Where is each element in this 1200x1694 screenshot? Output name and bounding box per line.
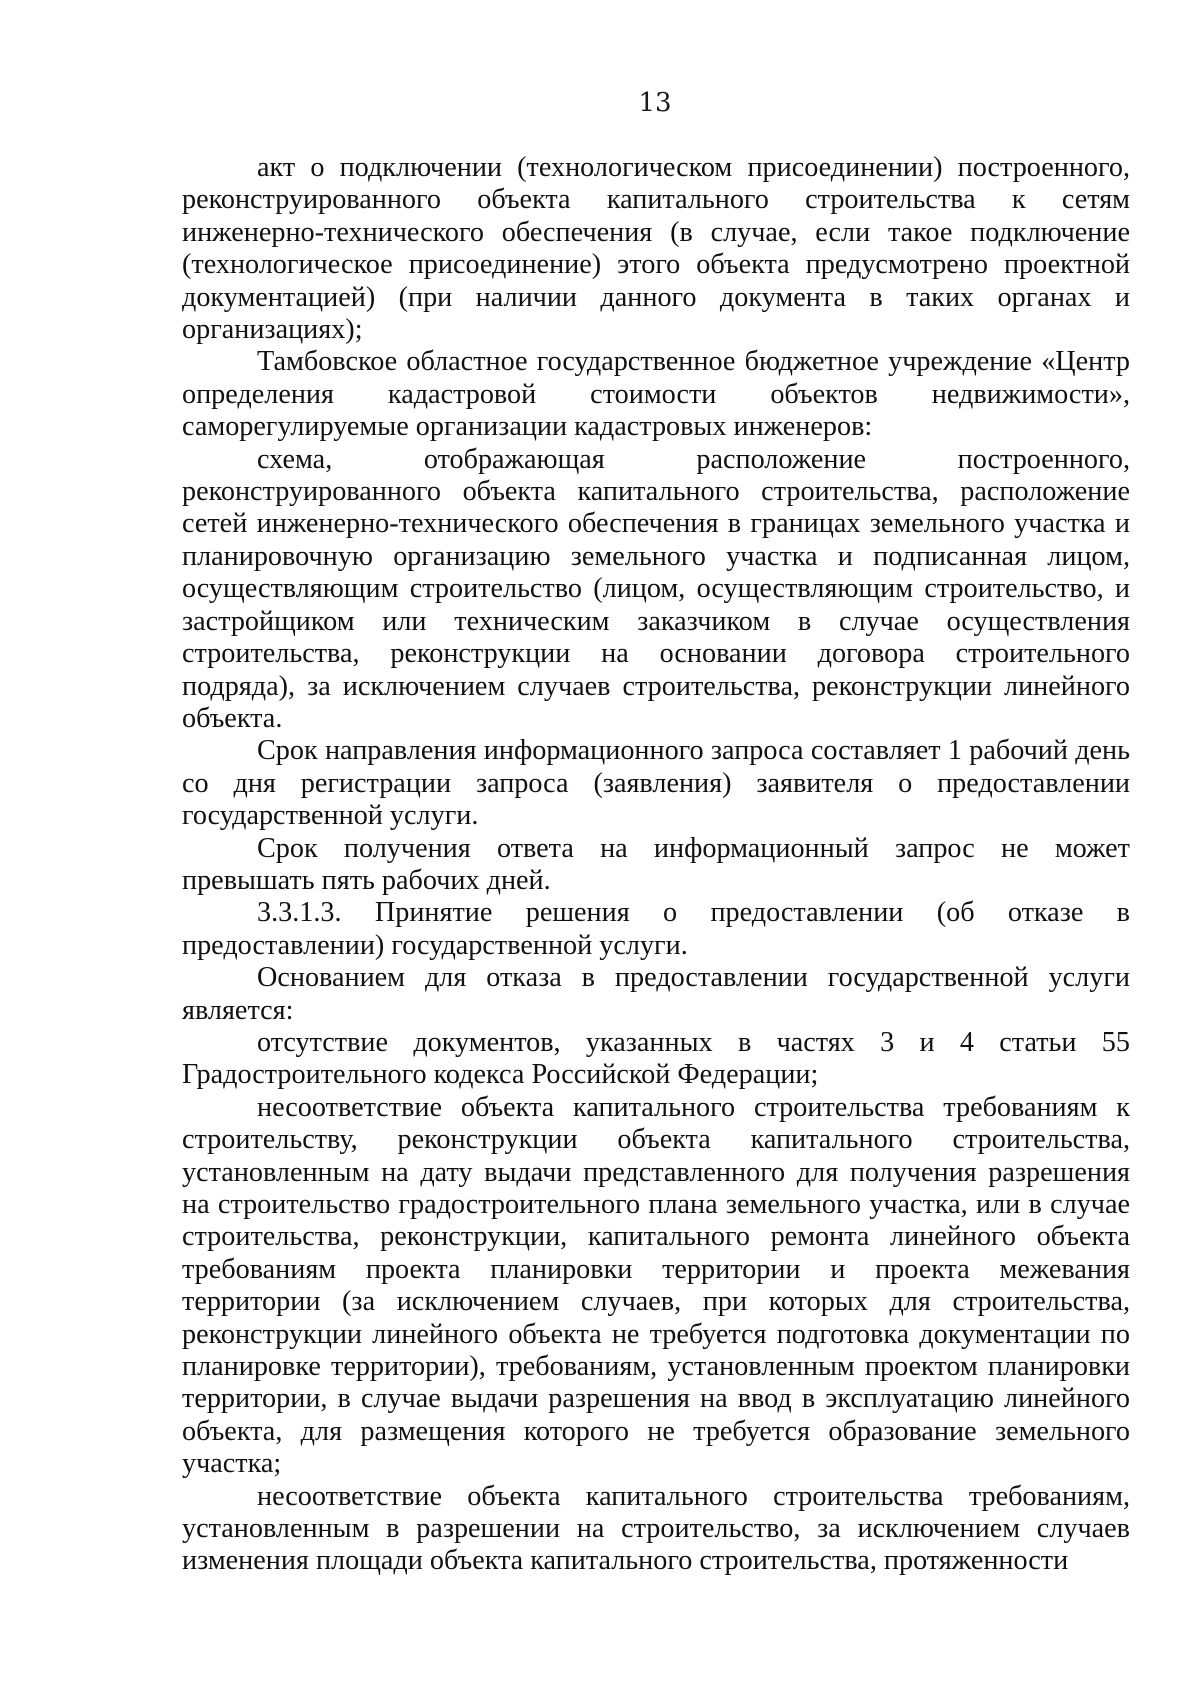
paragraph-nonconformity-permit: несоответствие объекта капитального строительства требованиям, установленным в разрешении на строительство, за исключением случаев изменения площади объекта капитального строительства, протяженности — [182, 1480, 1130, 1577]
paragraph-site-scheme: схема, отображающая расположение построенного, реконструированного объекта капитального строительства, расположение сетей инженерно-технического обеспечения в границах земельного участка и планировочную организацию земельного участка и подписанная лицом, осуществляющим строительство (лицом, осуществляющим строительство, и застройщиком или техническим заказчиком в случае осуществления строительства, реконструкции на основании договора строительного подряда), за исключением случаев строительства, реконструкции линейного объекта. — [182, 443, 1130, 734]
paragraph-connection-act: акт о подключении (технологическом присоединении) построенного, реконструированного объекта капитального строительства к сетям инженерно-технического обеспечения (в случае, если такое подключение (технологическое присоединение) этого объекта предусмотрено проектной документацией) (при наличии данного документа в таких органах и организациях); — [182, 152, 1130, 346]
paragraph-cadastral-center: Тамбовское областное государственное бюджетное учреждение «Центр определения кадастровой стоимости объектов недвижимости», саморегулируемые организации кадастровых инженеров: — [182, 346, 1130, 443]
paragraph-response-deadline: Срок получения ответа на информационный запрос не может превышать пять рабочих дней. — [182, 832, 1130, 896]
paragraph-refusal-grounds: Основанием для отказа в предоставлении государственной услуги является: — [182, 962, 1130, 1026]
paragraph-section-3-3-1-3: 3.3.1.3. Принятие решения о предоставлении (об отказе в предоставлении) государственной услуги. — [182, 897, 1130, 961]
paragraph-nonconformity-gpzu: несоответствие объекта капитального строительства требованиям к строительству, реконструкции объекта капитального строительства, установленным на дату выдачи представленного для получения разрешения на строительство градостроительного плана земельного участка, или в случае строительства, реконструкции, капитального ремонта линейного объекта требованиям проекта планировки территории и проекта межевания территории (за исключением случаев, при которых для строительства, реконструкции линейного объекта не требуется подготовка документации по планировке территории), требованиям, установленным проектом планировки территории, в случае выдачи разрешения на ввод в эксплуатацию линейного объекта, для размещения которого не требуется образование земельного участка; — [182, 1091, 1130, 1480]
document-body — [182, 152, 1130, 1578]
paragraph-request-deadline: Срок направления информационного запроса составляет 1 рабочий день со дня регистрации запроса (заявления) заявителя о предоставлении государственной услуги. — [182, 735, 1130, 832]
paragraph-missing-documents: отсутствие документов, указанных в частях 3 и 4 статьи 55 Градостроительного кодекса Российской Федерации; — [182, 1026, 1130, 1091]
page-number: 13 — [638, 88, 672, 118]
